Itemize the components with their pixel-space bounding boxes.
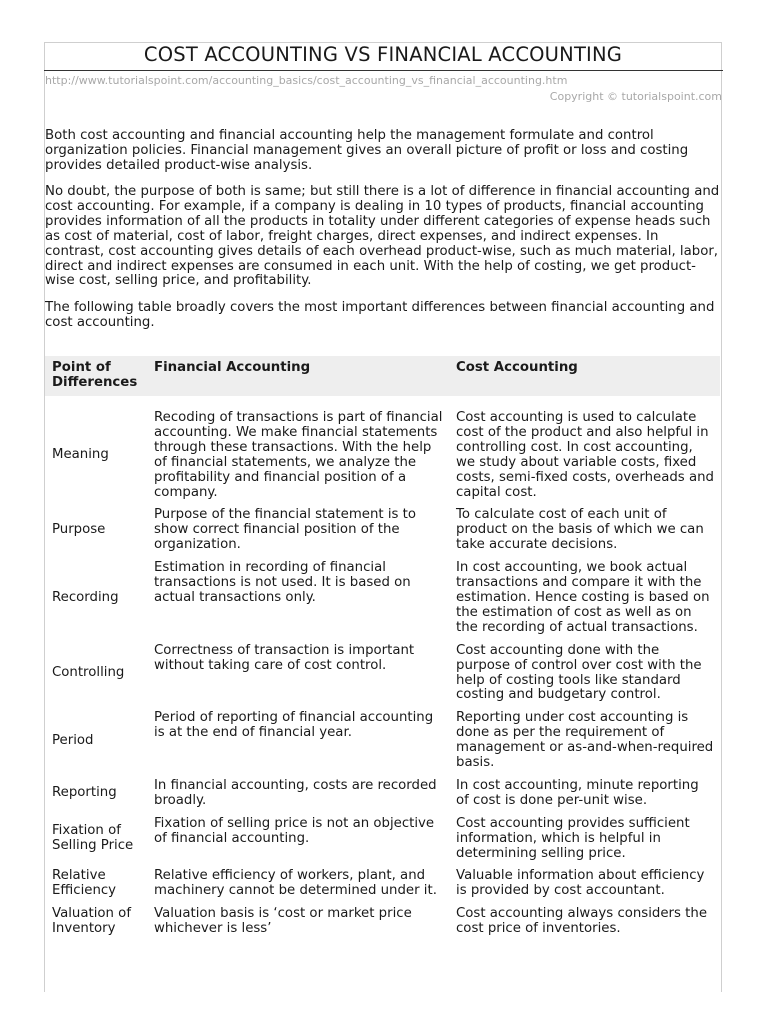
table-header-row: [45, 356, 720, 396]
row-point: Valuation of Inventory: [52, 906, 131, 937]
header-point-of-differences: Point of Differences: [45, 356, 147, 396]
header-cost-accounting: Cost Accounting: [449, 356, 720, 396]
row-point: Reporting: [52, 785, 117, 801]
row-financial: Relative efficiency of workers, plant, and machinery cannot be determined under it.: [154, 868, 437, 899]
row-financial: Valuation basis is ‘cost or market price whichever is less’: [154, 906, 412, 937]
row-point: Controlling: [52, 665, 125, 681]
row-financial: Correctness of transaction is important without taking care of cost control.: [154, 642, 415, 673]
row-point: Meaning: [52, 447, 109, 463]
header-financial-accounting: Financial Accounting: [147, 356, 449, 396]
title-divider: [44, 70, 723, 71]
row-cost: Cost accounting provides sufficient information, which is helpful in determining selling price.: [456, 815, 690, 861]
row-cost: Cost accounting is used to calculate cost of the product and also helpful in controlling cost. In cost accounting, we study about variable costs, fixed costs, semi-fixed costs, overheads and capital cost.: [456, 410, 714, 500]
row-point: Relative Efficiency: [52, 868, 117, 899]
row-point: Period: [52, 732, 94, 748]
row-cost: Cost accounting done with the purpose of control over cost with the help of costing tools like standard costing and budgetary control.: [456, 642, 702, 703]
row-point: Fixation of Selling Price: [52, 823, 134, 854]
table-row: [45, 504, 720, 557]
example-paragraph: No doubt, the purpose of both is same; but still there is a lot of difference in financial accounting and cost accounting. For example, if a company is dealing in 10 types of products, financial accounting provides information of all the products in totality under different categories of expense heads such as cost of material, cost of labor, freight charges, direct expenses, and indirect expenses. In contrast, cost accounting gives details of each overhead product-wise, such as much material, labor, direct and indirect expenses are consumed in each unit. With the help of costing, we get product-wise cost, selling price, and profitability.: [45, 184, 720, 289]
row-financial: In financial accounting, costs are recorded broadly.: [154, 777, 437, 808]
row-point: Recording: [52, 589, 119, 605]
intro-paragraph: Both cost accounting and financial accounting help the management formulate and control organization policies. Financial management gives an overall picture of profit or loss and costing provides detailed product-wise analysis.: [45, 128, 689, 173]
table-row: [45, 640, 720, 708]
row-financial: Fixation of selling price is not an objective of financial accounting.: [154, 815, 435, 846]
row-cost: Reporting under cost accounting is done as per the requirement of management or as-and-when-required basis.: [456, 710, 714, 771]
table-intro-paragraph: The following table broadly covers the most important differences between financial accounting and cost accounting.: [45, 300, 715, 330]
source-url[interactable]: http://www.tutorialspoint.com/accounting_basics/cost_accounting_vs_financial_accounting.htm: [45, 74, 568, 87]
row-financial: Purpose of the financial statement is to show correct financial position of the organization.: [154, 507, 417, 553]
table-row: [45, 865, 720, 903]
row-cost: To calculate cost of each unit of product on the basis of which we can take accurate decisions.: [456, 507, 704, 553]
copyright-notice: Copyright © tutorialspoint.com: [549, 90, 722, 103]
row-cost: In cost accounting, we book actual transactions and compare it with the estimation. Hence costing is based on the estimation of cost as well as on the recording of actual transactions.: [456, 560, 710, 635]
row-cost: Cost accounting always considers the cost price of inventories.: [456, 906, 707, 937]
differences-table: [45, 356, 720, 941]
row-cost: Valuable information about efficiency is provided by cost accountant.: [456, 868, 705, 899]
table-row: [45, 557, 720, 640]
page-title: COST ACCOUNTING VS FINANCIAL ACCOUNTING: [143, 43, 623, 66]
table-row: [45, 775, 720, 813]
table-row: [45, 903, 720, 941]
row-cost: In cost accounting, minute reporting of cost is done per-unit wise.: [456, 777, 699, 808]
row-financial: Period of reporting of financial accounting is at the end of financial year.: [154, 710, 434, 741]
table-row: [45, 407, 720, 504]
row-point: Purpose: [52, 522, 106, 538]
row-financial: Estimation in recording of financial transactions is not used. It is based on actual transactions only.: [154, 560, 411, 605]
table-row: [45, 707, 720, 775]
row-financial: Recoding of transactions is part of financial accounting. We make financial statements through these transactions. With the help of financial statements, we analyze the profitability and financial position of a company.: [154, 410, 443, 500]
table-row: [45, 813, 720, 866]
